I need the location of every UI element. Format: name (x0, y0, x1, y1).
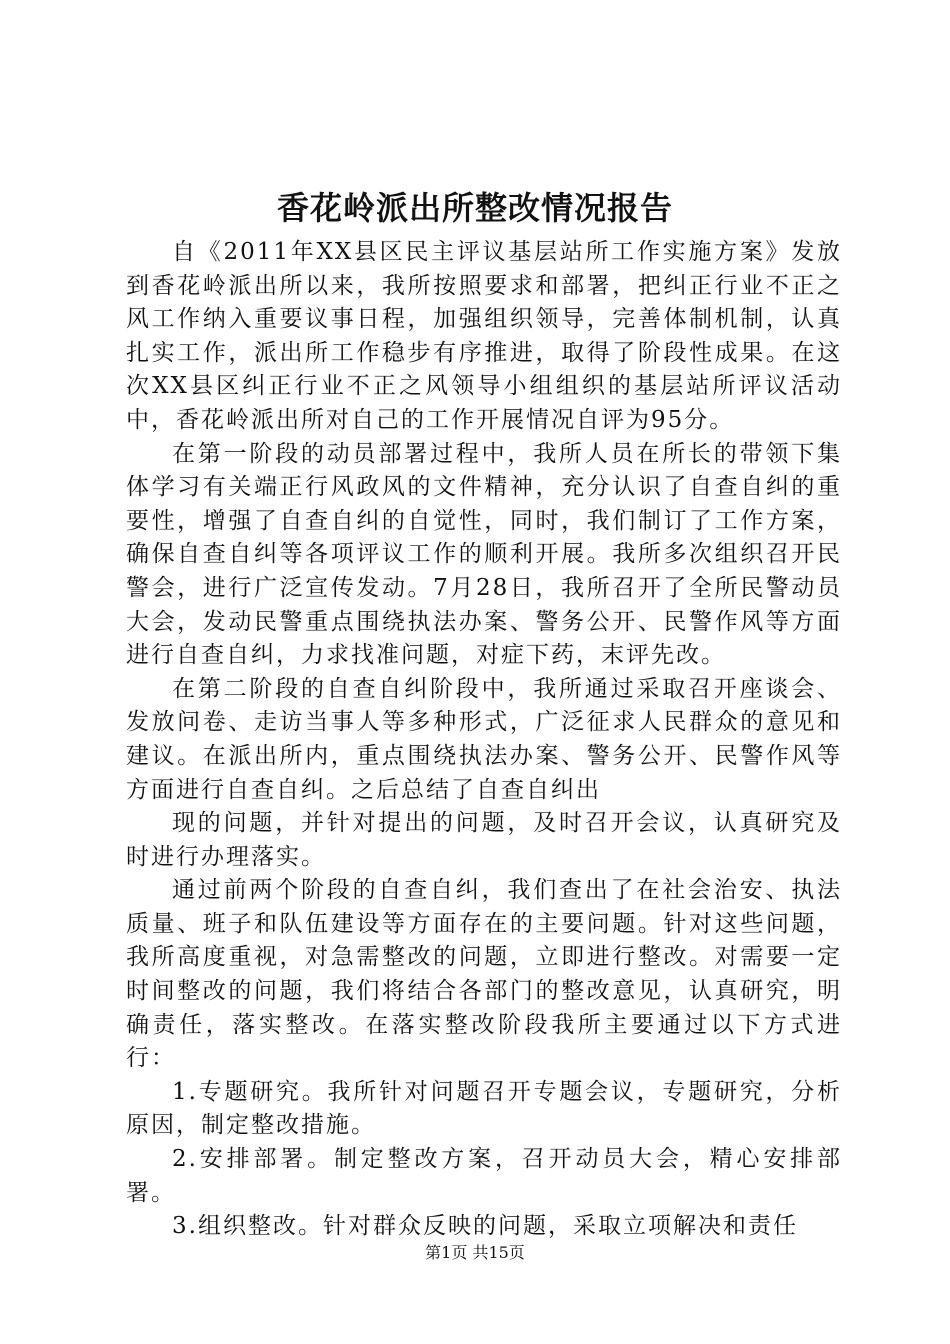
paragraph-stage-one: 在第一阶段的动员部署过程中，我所人员在所长的带领下集体学习有关端正行风政风的文件精神，充分认识了自查自纠的重要性，增强了自查自纠的自觉性，同时，我们制订了工作方案，确保自查自纠等各项评议工作的顺利开展。我所多次组织召开民警会，进行广泛宣传发动。7月28日，我所召开了全所民警动员大会，发动民警重点围绕执法办案、警务公开、民警作风等方面进行自查自纠，力求找准问题，对症下药，末评先改。 (126, 440, 842, 669)
document-body (126, 236, 842, 1244)
document-title: 香花岭派出所整改情况报告 (276, 189, 673, 227)
list-item-rectification: 3.组织整改。针对群众反映的问题，采取立项解决和责任 (172, 1213, 798, 1240)
page-footer: 第1页 共15页 (425, 1243, 525, 1262)
list-item-deployment: 2.安排部署。制定整改方案，召开动员大会，精心安排部署。 (126, 1146, 842, 1206)
list-item-research: 1.专题研究。我所针对问题召开专题会议，专题研究，分析原因，制定整改措施。 (126, 1078, 842, 1139)
paragraph-intro: 自《2011年XX县区民主评议基层站所工作实施方案》发放到香花岭派出所以来，我所按照要求和部署，把纠正行业不正之风工作纳入重要议事日程，加强组织领导，完善体制机制，认真扎实工作，派出所工作稳步有序推进，取得了阶段性成果。在这次XX县区纠正行业不正之风领导小组组织的基层站所评议活动中，香花岭派出所对自己的工作开展情况自评为95分。 (126, 239, 842, 433)
paragraph-stage-two: 在第二阶段的自查自纠阶段中，我所通过采取召开座谈会、发放问卷、走访当事人等多种形式，广泛征求人民群众的意见和建议。在派出所内，重点围绕执法办案、警务公开、民警作风等方面进行自查自纠。之后总结了自查自纠出 (126, 675, 842, 803)
paragraph-stage-two-cont: 现的问题，并针对提出的问题，及时召开会议，认真研究及时进行办理落实。 (126, 810, 842, 870)
paragraph-stage-three: 通过前两个阶段的自查自纠，我们查出了在社会治安、执法质量、班子和队伍建设等方面存在的主要问题。针对这些问题，我所高度重视，对急需整改的问题，立即进行整改。对需要一定时间整改的问题，我们将结合各部门的整改意见，认真研究，明确责任，落实整改。在落实整改阶段我所主要通过以下方式进行： (126, 877, 842, 1072)
